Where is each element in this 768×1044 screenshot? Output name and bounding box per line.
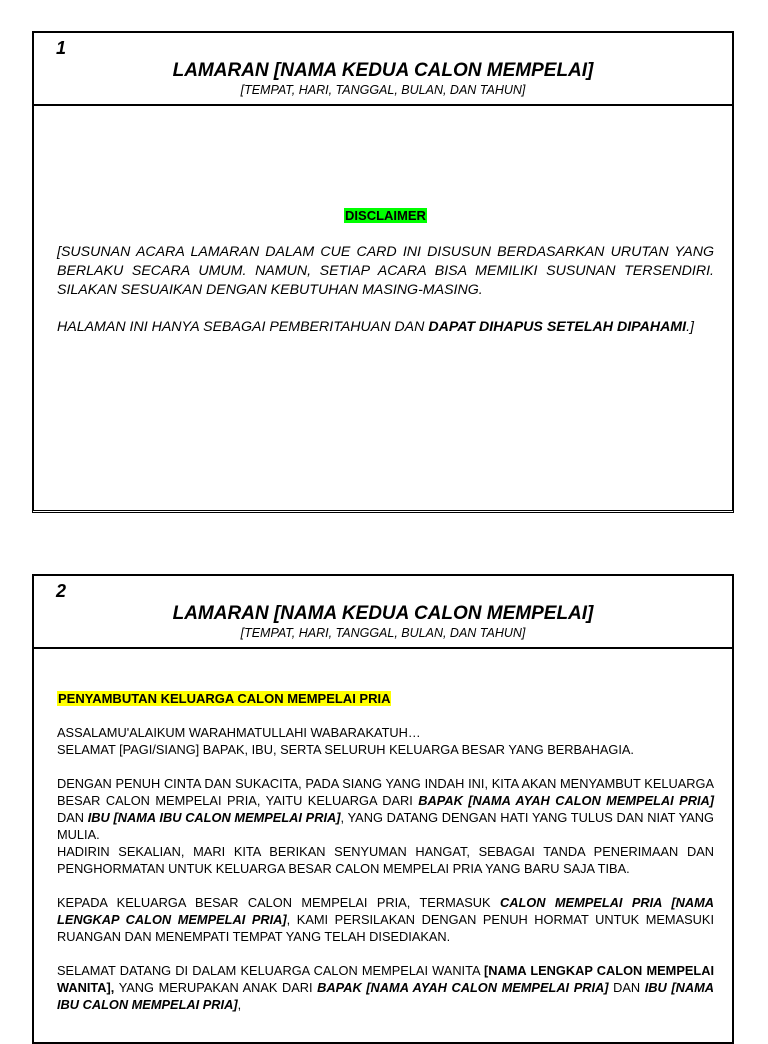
disclaimer-heading: DISCLAIMER: [345, 208, 426, 223]
text-run: , YANG DATANG DENGAN HATI YANG TULUS DAN NIAT YANG MULIA.: [57, 810, 714, 842]
card-header: [34, 33, 732, 106]
text-run: YANG MERUPAKAN ANAK DARI: [114, 980, 318, 995]
note-emphasis: DAPAT DIHAPUS SETELAH DIPAHAMI: [428, 319, 687, 335]
greeting-line-2: SELAMAT [PAGI/SIANG] BAPAK, IBU, SERTA SELURUH KELUARGA BESAR YANG BERBAHAGIA.: [57, 742, 634, 757]
mother-name-placeholder: IBU [NAMA IBU CALON MEMPELAI PRIA]: [57, 980, 714, 1012]
disclaimer-paragraph: [SUSUNAN ACARA LAMARAN DALAM CUE CARD INI DISUSUN BERDASARKAN URUTAN YANG BERLAKU SECARA UMUM. NAMUN, SETIAP ACARA BISA MEMILIKI SUSUNAN TERSENDIRI. SILAKAN SESUAIKAN DENGAN KEBUTUHAN MASING-MASING.: [57, 244, 714, 298]
text-run: ,: [237, 997, 242, 1012]
card-body: [57, 690, 714, 1013]
groom-name-placeholder: CALON MEMPELAI PRIA [NAMA LENGKAP CALON MEMPELAI PRIA]: [57, 895, 714, 927]
text-run: DENGAN PENUH CINTA DAN SUKACITA, PADA SIANG YANG INDAH INI, KITA AKAN MENYAMBUT KELUARGA BESAR CALON MEMPELAI PRIA, YAITU KELUARGA DARI: [57, 776, 714, 808]
card-header: [34, 576, 732, 649]
text-run: , KAMI PERSILAKAN DENGAN PENUH HORMAT UNTUK MEMASUKI RUANGAN DAN MENEMPATI TEMPAT YANG TELAH DISEDIAKAN.: [57, 912, 714, 944]
bride-family-paragraph: [57, 962, 714, 1013]
bride-name-placeholder: [NAMA LENGKAP CALON MEMPELAI WANITA],: [57, 963, 714, 995]
father-name-placeholder: BAPAK [NAMA AYAH CALON MEMPELAI PRIA]: [418, 793, 714, 808]
note-text: HALAMAN INI HANYA SEBAGAI PEMBERITAHUAN DAN: [57, 319, 429, 335]
greeting-line-1: ASSALAMU'ALAIKUM WARAHMATULLAHI WABARAKATUH…: [57, 725, 421, 740]
disclaimer-note: [57, 318, 714, 337]
section-heading: PENYAMBUTAN KELUARGA CALON MEMPELAI PRIA: [58, 691, 391, 706]
card-subtitle: [TEMPAT, HARI, TANGGAL, BULAN, DAN TAHUN]: [240, 626, 526, 640]
card-body: [57, 207, 714, 337]
card-number: 1: [56, 38, 67, 58]
text-run: DAN: [57, 810, 88, 825]
welcome-paragraph: [57, 775, 714, 843]
cue-card-2: [32, 574, 734, 1044]
disclaimer-heading-wrap: [57, 207, 714, 229]
card-subtitle: [TEMPAT, HARI, TANGGAL, BULAN, DAN TAHUN]: [240, 83, 526, 97]
text-run: DAN: [608, 980, 645, 995]
invite-paragraph: [57, 894, 714, 945]
mother-name-placeholder: IBU [NAMA IBU CALON MEMPELAI PRIA]: [87, 810, 341, 825]
card-number: 2: [56, 581, 67, 601]
section-heading-wrap: [57, 690, 714, 707]
text-run: KEPADA KELUARGA BESAR CALON MEMPELAI PRIA, TERMASUK: [57, 895, 500, 910]
cue-card-1: [32, 31, 734, 513]
card-title: LAMARAN [NAMA KEDUA CALON MEMPELAI]: [172, 603, 594, 624]
text-run: SELAMAT DATANG DI DALAM KELUARGA CALON MEMPELAI WANITA: [57, 963, 484, 978]
father-name-placeholder: BAPAK [NAMA AYAH CALON MEMPELAI PRIA]: [317, 980, 609, 995]
note-end: .]: [686, 319, 694, 335]
audience-paragraph: HADIRIN SEKALIAN, MARI KITA BERIKAN SENYUMAN HANGAT, SEBAGAI TANDA PENERIMAAN DAN PENGHORMATAN UNTUK KELUARGA BESAR CALON MEMPELAI PRIA YANG BARU SAJA TIBA.: [57, 844, 714, 876]
card-title: LAMARAN [NAMA KEDUA CALON MEMPELAI]: [172, 60, 594, 81]
